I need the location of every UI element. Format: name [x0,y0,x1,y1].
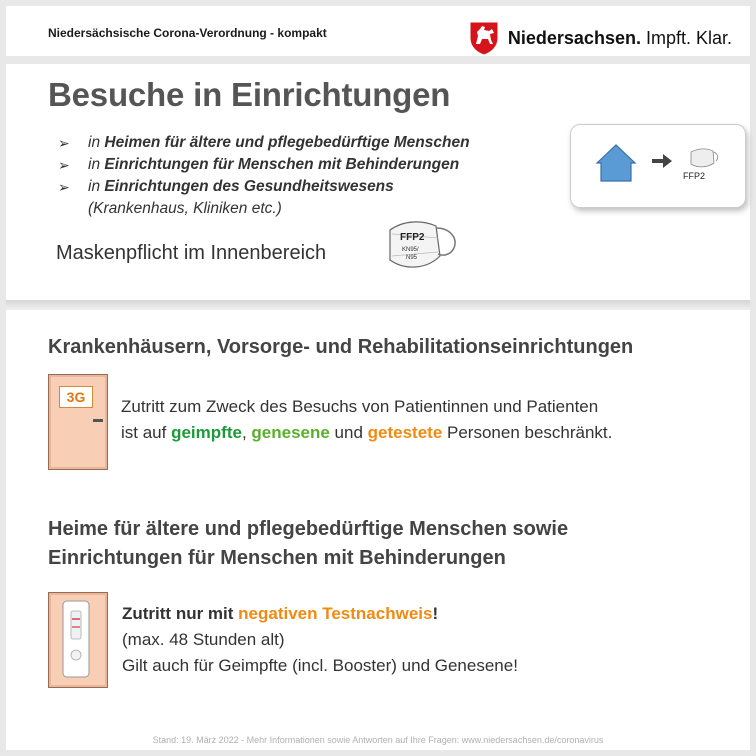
ffp2-label: FFP2 [683,171,706,181]
word-geimpfte: geimpfte [171,423,242,442]
word-getestete: getestete [367,423,443,442]
brand-logo: Niedersachsen. Impft. Klar. [468,20,732,56]
list-item: ➢ in Heimen für ältere und pflegebedürftige Menschen [58,132,470,154]
list-item-note: (Krankenhaus, Kliniken etc.) [88,200,282,217]
ffp2-mask-icon [378,216,458,274]
svg-text:KN95/: KN95/ [402,247,419,253]
facility-list [58,132,470,220]
niedersachsen-horse-crest-icon [468,20,500,56]
rapid-test-icon [61,599,91,679]
header-bar [6,6,750,56]
svg-text:FFP2: FFP2 [400,232,425,243]
footer-note: Stand: 19. März 2022 - Mehr Informationen sowie Antworten auf Ihre Fragen: www.niedersachsen.de/coronavirus [6,730,750,750]
arrow-bullet-icon: ➢ [58,135,70,151]
page-title: Besuche in Einrichtungen [48,76,451,113]
ffp2-mask-small-icon [687,147,719,169]
3g-badge: 3G [59,386,93,408]
word-negativen-testnachweis: negativen Testnachweis [238,604,433,623]
door-icon [48,592,108,688]
document-title: Niedersächsische Corona-Verordnung - kompakt [48,26,327,40]
list-item: ➢ in Einrichtungen des Gesundheitswesens [58,176,470,198]
door-handle [93,419,103,422]
arrow-bullet-icon: ➢ [58,179,70,195]
section-heading-hospitals: Krankenhäusern, Vorsorge- und Rehabilitationseinrichtungen [48,336,634,358]
mask-rule-text: Maskenpflicht im Innenbereich [56,242,327,264]
word-genesene: genesene [251,423,330,442]
section-divider [6,300,750,310]
main-panel [6,64,750,300]
section-heading-care-homes: Heime für ältere und pflegebedürftige Menschen sowie Einrichtungen für Menschen mit Behinderungen [48,518,569,569]
arrow-right-icon [651,151,673,171]
svg-text:N95: N95 [406,255,418,261]
list-item: ➢ in Einrichtungen für Menschen mit Behinderungen [58,154,470,176]
hospital-access-text: Zutritt zum Zweck des Besuchs von Patientinnen und Patienten ist auf geimpfte, genesene und getestete Personen beschränkt. [121,397,613,442]
care-home-access-text: Zutritt nur mit negativen Testnachweis! (max. 48 Stunden alt) Gilt auch für Geimpfte (incl. Booster) und Genesene! [122,604,518,675]
rules-panel [6,310,750,730]
house-icon [595,143,637,183]
door-icon [48,374,108,470]
arrow-bullet-icon: ➢ [58,157,70,173]
mask-indoor-card [570,124,746,208]
